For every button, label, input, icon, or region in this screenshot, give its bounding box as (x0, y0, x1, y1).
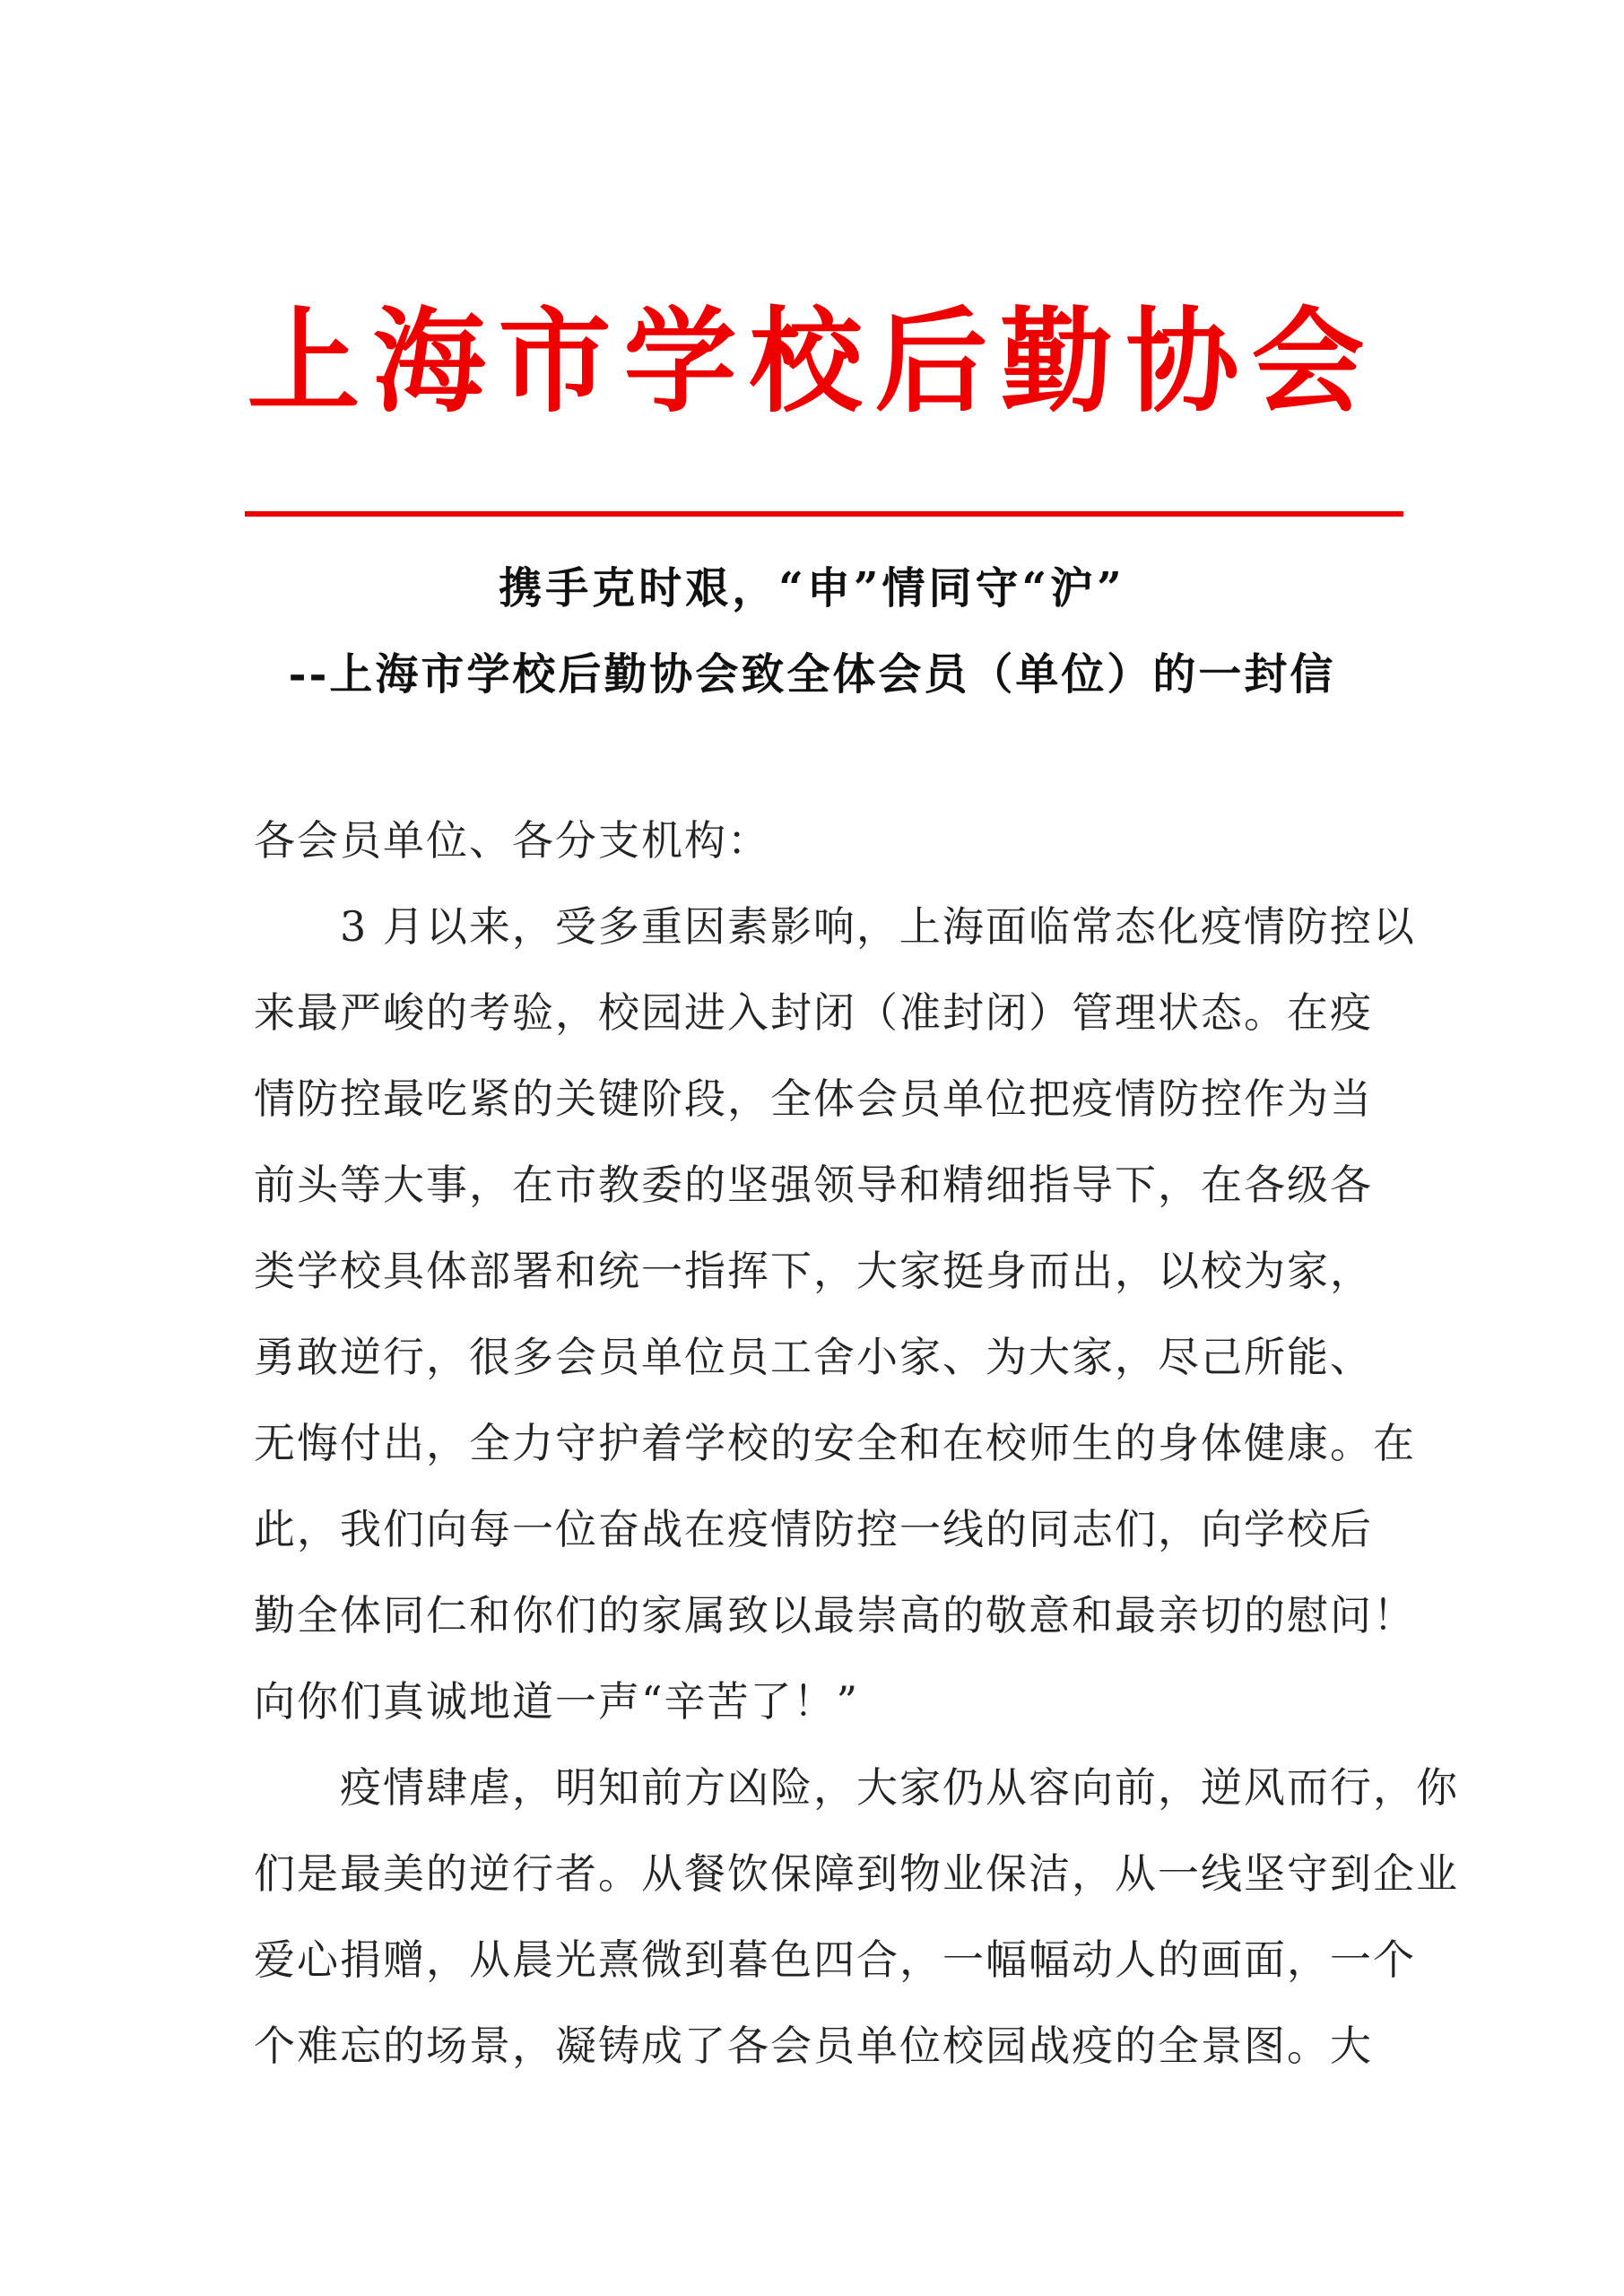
body-line: 前头等大事，在市教委的坚强领导和精细指导下，在各级各 (254, 1161, 1373, 1209)
body-line: 来最严峻的考验，校园进入封闭（准封闭）管理状态。在疫 (254, 988, 1373, 1037)
body-line: 各会员单位、各分支机构： (254, 816, 770, 865)
body-line: 类学校具体部署和统一指挥下，大家挺身而出，以校为家， (254, 1247, 1373, 1295)
body-line: 无悔付出，全力守护着学校的安全和在校师生的身体健康。在 (254, 1419, 1416, 1467)
body-line: 们是最美的逆行者。从餐饮保障到物业保洁，从一线坚守到企业 (254, 1849, 1459, 1898)
body-line: 勇敢逆行，很多会员单位员工舍小家、为大家，尽己所能、 (254, 1333, 1373, 1381)
letter-body (254, 797, 1459, 2089)
letter-title: 携手克时艰，“申”情同守“沪” (499, 563, 1125, 613)
letterhead-divider-rule (245, 511, 1403, 517)
body-line: 爱心捐赠，从晨光熹微到暮色四合，一幅幅动人的画面，一个 (254, 1935, 1416, 1984)
letter-subtitle: --上海市学校后勤协会致全体会员（单位）的一封信 (288, 649, 1336, 700)
letterhead-org-name: 上海市学校后勤协会 (247, 295, 1377, 428)
body-line: 个难忘的场景，凝铸成了各会员单位校园战疫的全景图。大 (254, 2022, 1373, 2070)
body-line: 此，我们向每一位奋战在疫情防控一线的同志们，向学校后 (254, 1505, 1373, 1553)
body-line: 勤全体同仁和你们的家属致以最崇高的敬意和最亲切的慰问！ (254, 1591, 1416, 1639)
body-line: 疫情肆虐，明知前方凶险，大家仍从容向前，逆风而行，你 (340, 1763, 1459, 1812)
body-line: 情防控最吃紧的关键阶段，全体会员单位把疫情防控作为当 (254, 1074, 1373, 1123)
body-line: 3 月以来，受多重因素影响，上海面临常态化疫情防控以 (340, 902, 1416, 951)
body-line: 向你们真诚地道一声“辛苦了！” (254, 1677, 860, 1726)
